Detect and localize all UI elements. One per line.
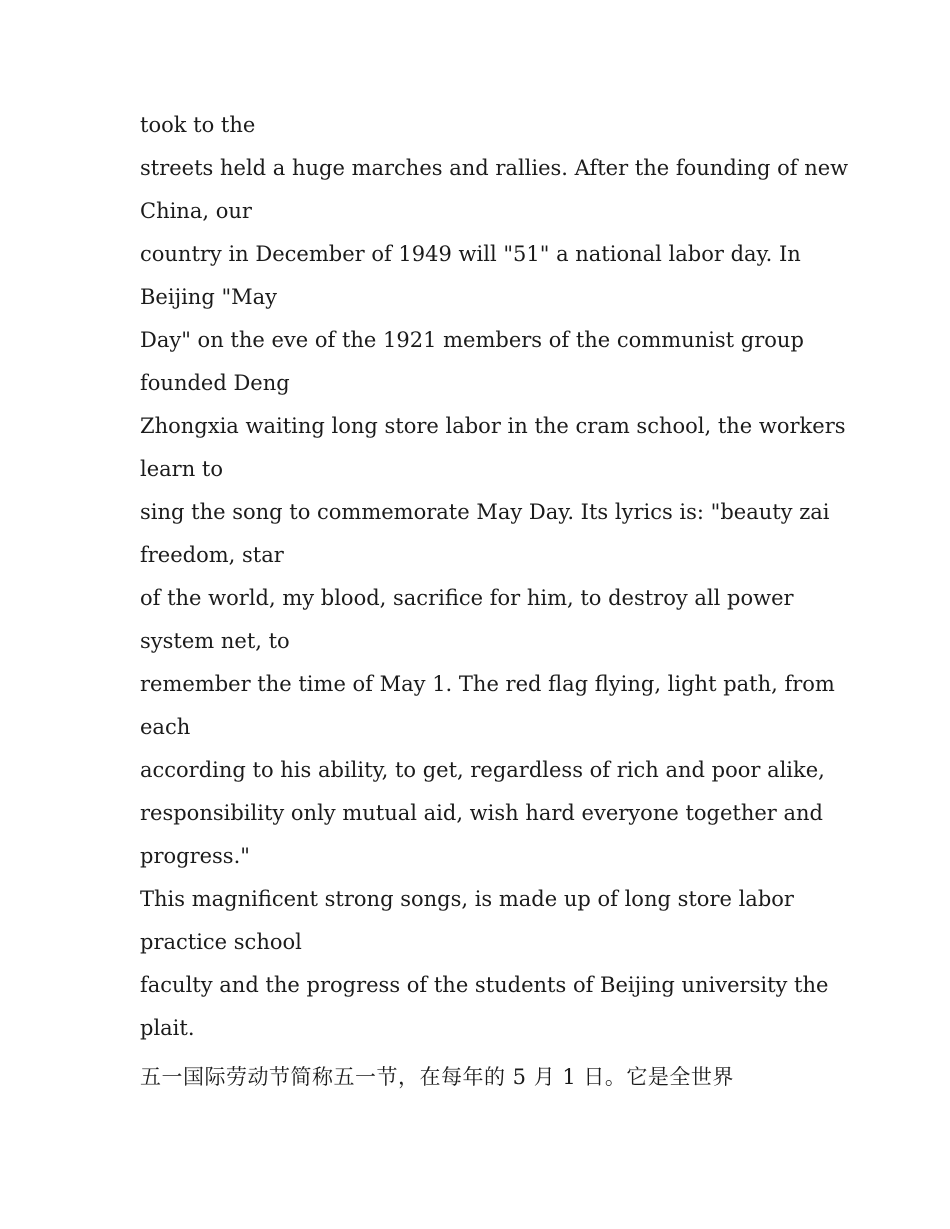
text-line: country in December of 1949 will "51" a national labor day. In — [140, 242, 801, 266]
text-line: took to the — [140, 113, 256, 137]
text-line: plait. — [140, 1016, 195, 1040]
text-line: freedom, star — [140, 543, 284, 567]
text-line: according to his ability, to get, regardless of rich and poor alike, — [140, 758, 825, 782]
chinese-text-line: 五一国际劳动节简称五一节，在每年的 5 月 1 日。它是全世界 — [140, 1065, 734, 1089]
text-line: remember the time of May 1. The red flag flying, light path, from — [140, 672, 835, 696]
text-line: Zhongxia waiting long store labor in the cram school, the workers — [140, 414, 846, 438]
text-line: streets held a huge marches and rallies. After the founding of new — [140, 156, 849, 180]
text-line: sing the song to commemorate May Day. Its lyrics is: "beauty zai — [140, 500, 830, 524]
text-line: each — [140, 715, 191, 739]
text-line: faculty and the progress of the students of Beijing university the — [140, 973, 829, 997]
text-line: Beijing "May — [140, 285, 277, 309]
text-line: learn to — [140, 457, 223, 481]
text-line: of the world, my blood, sacrifice for him, to destroy all power — [140, 586, 794, 610]
text-line: progress." — [140, 844, 250, 868]
text-line: system net, to — [140, 629, 290, 653]
text-line: practice school — [140, 930, 302, 954]
text-line: responsibility only mutual aid, wish hard everyone together and — [140, 801, 823, 825]
text-line: Day" on the eve of the 1921 members of the communist group — [140, 328, 804, 352]
text-line: This magnificent strong songs, is made up of long store labor — [140, 887, 794, 911]
document-text — [140, 104, 849, 1099]
text-line: founded Deng — [140, 371, 290, 395]
text-line: China, our — [140, 199, 252, 223]
